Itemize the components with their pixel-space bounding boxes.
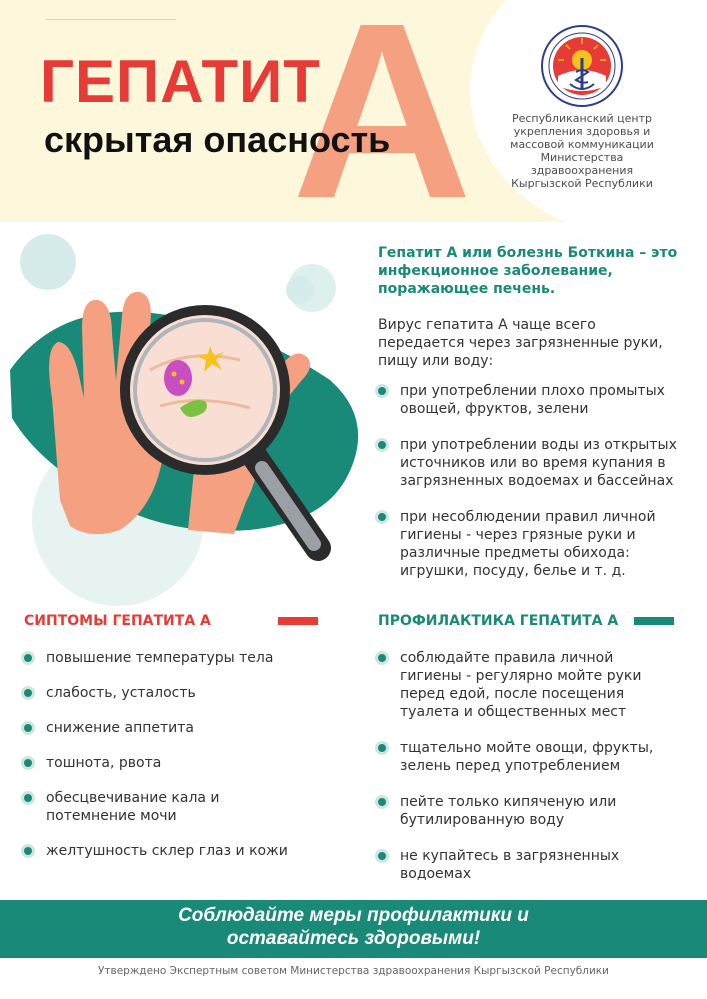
symptoms-heading: СИПТОМЫ ГЕПАТИТА А: [24, 613, 211, 629]
footer-slogan-line1: Соблюдайте меры профилактики и: [178, 905, 529, 926]
symptoms-list: [24, 649, 334, 860]
list-item: при употреблении воды из открытых источников или во время купания в загрязненных водоемах и бассейнах: [378, 436, 678, 490]
list-item: не купайтесь в загрязненных водоемах: [378, 847, 650, 883]
bullet-dot-icon: [378, 852, 386, 860]
prevention-list: [378, 649, 678, 883]
list-item: повышение температуры тела: [24, 649, 334, 667]
hands-magnifier-illustration: [0, 230, 370, 610]
symptoms-accent-bar: [278, 617, 318, 625]
list-item: снижение аппетита: [24, 719, 334, 737]
intro-headline: Гепатит А или болезнь Боткина – это инфекционное заболевание, поражающее печень.: [378, 245, 678, 297]
transmission-text: Вирус гепатита А чаще всего передается через загрязненные руки, пищу или воду:: [378, 317, 663, 369]
bullet-dot-icon: [24, 654, 32, 662]
org-line: укрепления здоровья и: [513, 125, 651, 138]
bullet-dot-icon: [24, 794, 32, 802]
list-item: слабость, усталость: [24, 684, 334, 702]
prevention-accent-bar: [634, 617, 674, 625]
list-item: тошнота, рвота: [24, 754, 334, 772]
list-item: пейте только кипяченую или бутилированную воду: [378, 793, 650, 829]
bullet-dot-icon: [378, 744, 386, 752]
bullet-dot-icon: [378, 798, 386, 806]
org-line: Республиканский центр: [511, 112, 652, 125]
ministry-emblem-icon: [540, 24, 624, 108]
bullet-dot-icon: [378, 654, 386, 662]
top-divider: [46, 19, 176, 20]
org-line: Кыргызской Республики: [511, 177, 653, 190]
list-item: при несоблюдении правил личной гигиены - через грязные руки и различные предметы обихода: игрушки, посуду, белье и т. д.: [378, 508, 678, 580]
approval-note: Утверждено Экспертным советом Министерства здравоохранения Кыргызской Республики: [98, 965, 609, 977]
list-item: желтушность склер глаз и кожи: [24, 842, 334, 860]
bullet-dot-icon: [24, 689, 32, 697]
organization-name: [492, 112, 672, 190]
list-item: при употреблении плохо промытых овощей, фруктов, зелени: [378, 382, 678, 418]
bullet-dot-icon: [24, 847, 32, 855]
footer-slogan-line2: оставайтесь здоровыми!: [226, 928, 481, 949]
list-item: соблюдайте правила личной гигиены - регулярно мойте руки перед едой, после посещения туалета и общественных мест: [378, 649, 660, 721]
bullet-dot-icon: [378, 387, 386, 395]
bullet-dot-icon: [24, 724, 32, 732]
page-subtitle: скрытая опасность: [44, 119, 391, 160]
prevention-heading: ПРОФИЛАКТИКА ГЕПАТИТА А: [378, 613, 619, 629]
bullet-dot-icon: [378, 513, 386, 521]
transmission-list: [378, 382, 678, 580]
list-item: обесцвечивание кала и потемнение мочи: [24, 789, 256, 825]
page-title: ГЕПАТИТ: [40, 48, 321, 115]
bullet-dot-icon: [378, 441, 386, 449]
org-line: Министерства здравоохранения: [530, 151, 634, 177]
list-item: тщательно мойте овощи, фрукты, зелень перед употреблением: [378, 739, 678, 775]
svg-text:А: А: [291, 12, 473, 212]
org-line: массовой коммуникации: [510, 138, 654, 151]
bullet-dot-icon: [24, 759, 32, 767]
